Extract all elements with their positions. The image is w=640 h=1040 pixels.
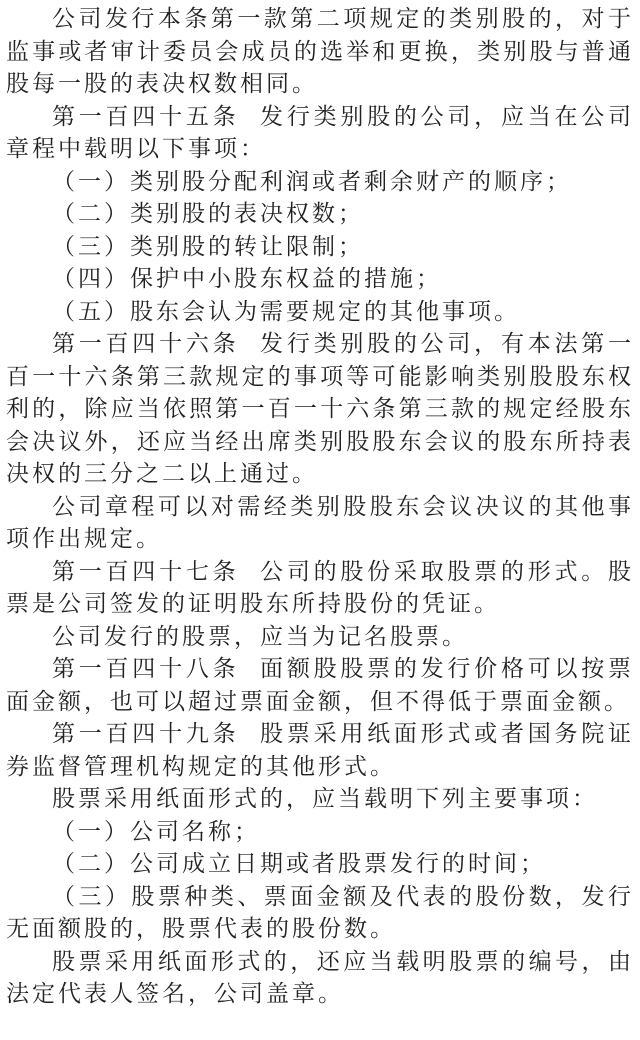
list-item	[6, 166, 634, 199]
article-number: 第一百四十六条	[52, 331, 240, 357]
list-item	[6, 231, 634, 264]
article-147	[6, 556, 634, 621]
paragraph-text: 面额股股票的发行价格可以按票面金额，也可以超过票面金额，但不得低于票面金额。	[6, 656, 634, 715]
paragraph-registered-shares	[6, 621, 634, 654]
list-item	[6, 296, 634, 329]
paragraph-text: 股票采用纸面形式或者国务院证券监督管理机构规定的其他形式。	[6, 721, 634, 780]
paragraph-stock-numbering	[6, 946, 634, 1011]
list-item-text: （二）类别股的表决权数；	[52, 201, 364, 227]
list-item	[6, 881, 634, 946]
paragraph-text: 股票采用纸面形式的，应当载明下列主要事项：	[52, 786, 598, 812]
article-number: 第一百四十八条	[52, 656, 240, 682]
list-item-text: （三）股票种类、票面金额及代表的股份数，发行无面额股的，股票代表的股份数。	[6, 883, 634, 942]
paragraph-text: 公司章程可以对需经类别股股东会议决议的其他事项作出规定。	[6, 493, 634, 552]
paragraph-text: 公司发行的股票，应当为记名股票。	[52, 623, 468, 650]
list-item	[6, 263, 634, 296]
document-page	[0, 3, 640, 1040]
article-number: 第一百四十七条	[52, 558, 240, 585]
list-item-text: （一）公司名称；	[52, 818, 260, 845]
list-item-text: （三）类别股的转让限制；	[52, 233, 364, 260]
paragraph-text: 股票采用纸面形式的，还应当载明股票的编号，由法定代表人签名，公司盖章。	[6, 948, 634, 1007]
list-item-text: （四）保护中小股东权益的措施；	[52, 266, 442, 292]
paragraph-paper-form-items	[6, 783, 634, 816]
paragraph-text: 发行类别股的公司，有本法第一百一十六条第三款规定的事项等可能影响类别股股东权利的，除应当依照第一百一十六条第三款的规定经股东会决议外，还应当经出席类别股股东会议的股东所持表决权的三分之二以上通过。	[6, 331, 634, 487]
list-item	[6, 816, 634, 849]
paragraph-text: 公司发行本条第一款第二项规定的类别股的，对于监事或者审计委员会成员的选举和更换，类别股与普通股每一股的表决权数相同。	[6, 6, 634, 97]
list-item-text: （二）公司成立日期或者股票发行的时间；	[52, 851, 546, 877]
paragraph-text: 发行类别股的公司，应当在公司章程中载明以下事项：	[6, 103, 634, 162]
article-149	[6, 718, 634, 783]
paragraph-voting-rights-note	[6, 3, 634, 101]
paragraph-text: 公司的股份采取股票的形式。股票是公司签发的证明股东所持股份的凭证。	[6, 558, 634, 617]
article-number: 第一百四十九条	[52, 721, 240, 747]
article-148	[6, 653, 634, 718]
list-item-text: （一）类别股分配利润或者剩余财产的顺序；	[52, 168, 572, 195]
article-number: 第一百四十五条	[52, 103, 240, 130]
article-145	[6, 101, 634, 166]
article-146	[6, 328, 634, 491]
list-item-text: （五）股东会认为需要规定的其他事项。	[52, 298, 520, 325]
paragraph-articles-of-association	[6, 491, 634, 556]
list-item	[6, 848, 634, 881]
list-item	[6, 198, 634, 231]
